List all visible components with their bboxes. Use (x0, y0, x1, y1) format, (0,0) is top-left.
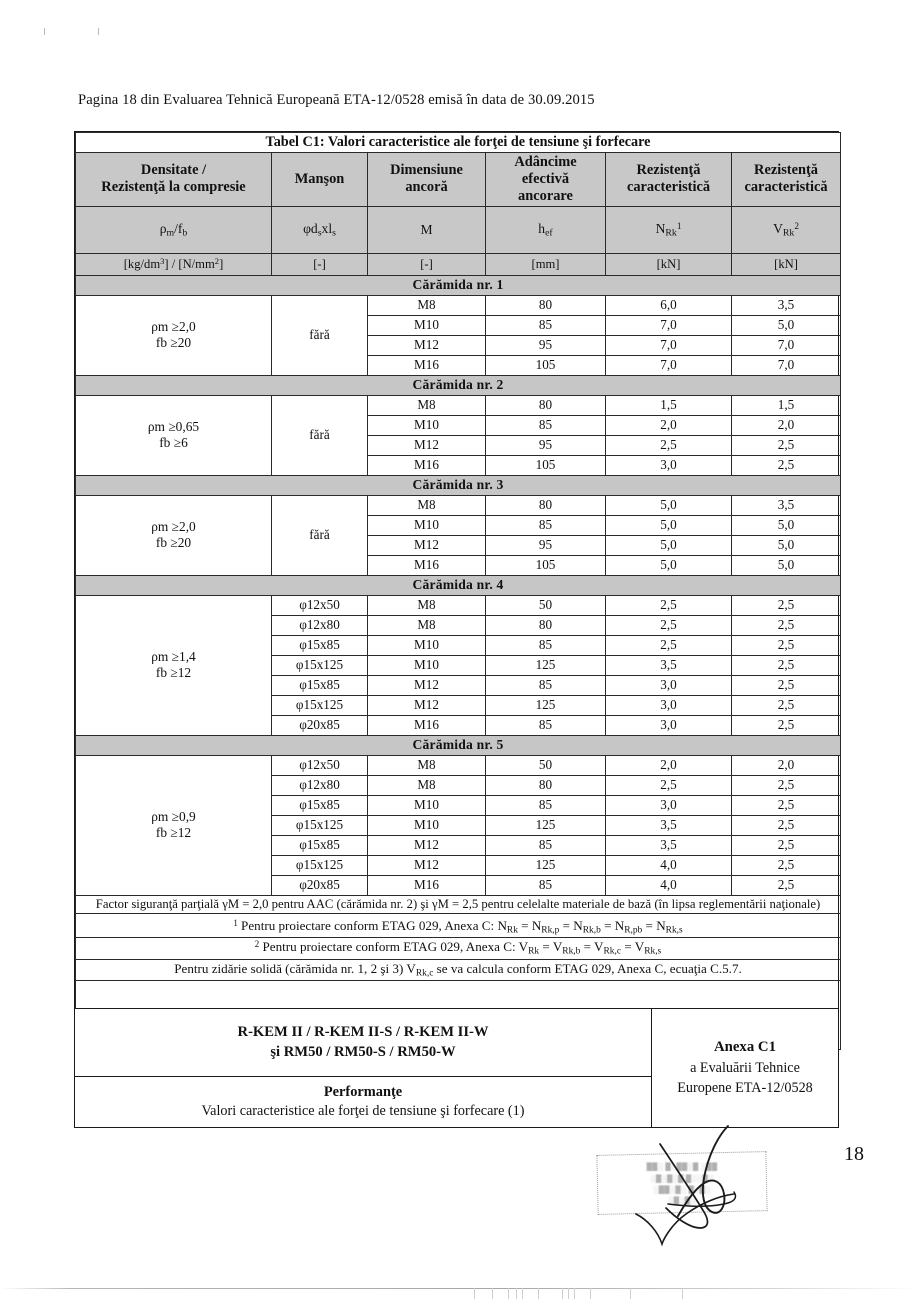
table-row (76, 595, 841, 615)
anchor-size-cell: M10 (368, 315, 486, 335)
vrk-cell: 2,5 (732, 815, 841, 835)
anchor-size-cell: M12 (368, 535, 486, 555)
sleeve-cell: φ12x50 (272, 595, 368, 615)
sleeve-cell: φ20x85 (272, 715, 368, 735)
nrk-cell: 5,0 (606, 495, 732, 515)
safety-note-row (76, 895, 841, 913)
hef-cell: 80 (486, 295, 606, 315)
nrk-cell: 3,0 (606, 715, 732, 735)
sleeve-cell: φ15x85 (272, 635, 368, 655)
vrk-cell: 2,5 (732, 855, 841, 875)
scan-edge-line (0, 1288, 920, 1289)
table-row (76, 295, 841, 315)
header-shear-resistance: Rezistenţă caracteristică (732, 152, 841, 206)
nrk-cell: 4,0 (606, 875, 732, 895)
vrk-cell: 3,5 (732, 495, 841, 515)
vrk-cell: 2,5 (732, 455, 841, 475)
performance-subtitle: Valori caracteristice ale forţei de tensiune şi forfecare (1) (201, 1103, 525, 1119)
hef-cell: 95 (486, 335, 606, 355)
annex-section (652, 1009, 838, 1127)
hef-cell: 85 (486, 875, 606, 895)
anchor-size-cell: M10 (368, 515, 486, 535)
nrk-cell: 2,5 (606, 635, 732, 655)
nrk-cell: 2,5 (606, 435, 732, 455)
anchor-size-cell: M12 (368, 335, 486, 355)
hef-cell: 85 (486, 795, 606, 815)
anchor-size-cell: M16 (368, 455, 486, 475)
vrk-cell: 5,0 (732, 315, 841, 335)
anchor-size-cell: M16 (368, 715, 486, 735)
footnote-1: $^1$ Pentru proiectare conform ETAG 029, Anexa C: $N_{Rk} = N_{Rk,p} = N_{Rk,b} = N_{R,pb} = N_{Rk,s}$ (76, 913, 841, 937)
hef-cell: 80 (486, 775, 606, 795)
unit-density: $[kg/dm^3] / [N/mm^2]$ (76, 253, 272, 275)
sleeve-cell: φ15x125 (272, 855, 368, 875)
header-tension-resistance: Rezistenţă caracteristică (606, 152, 732, 206)
vrk-cell: 2,5 (732, 795, 841, 815)
group-header-row (76, 475, 841, 495)
hef-cell: 85 (486, 715, 606, 735)
title-block-left (75, 1009, 652, 1127)
vrk-cell: 2,0 (732, 755, 841, 775)
nrk-cell: 3,0 (606, 795, 732, 815)
stamp-text-line-2: ░█░█░█ █░░█░ (650, 1174, 714, 1183)
hef-cell: 50 (486, 755, 606, 775)
nrk-cell: 7,0 (606, 335, 732, 355)
footnote-row-1 (76, 913, 841, 937)
vrk-cell: 2,5 (732, 875, 841, 895)
group-label: Cărămida nr. 3 (76, 475, 841, 495)
nrk-cell: 5,0 (606, 515, 732, 535)
stamp-text-line-1: ██░ █░██░█ ░██ (646, 1162, 718, 1171)
hef-cell: 85 (486, 515, 606, 535)
nrk-cell: 3,5 (606, 655, 732, 675)
density-cell: ρm ≥0,9 fb ≥12 (76, 755, 272, 895)
header-effective-depth: Adâncime efectivă ancorare (486, 152, 606, 206)
symbol-effective-depth: $h_{ef}$ (486, 206, 606, 253)
group-header-row (76, 375, 841, 395)
symbol-anchor-size: M (368, 206, 486, 253)
hef-cell: 105 (486, 355, 606, 375)
sleeve-cell: fără (272, 295, 368, 375)
performance-section (75, 1077, 651, 1127)
hef-cell: 105 (486, 455, 606, 475)
nrk-cell: 6,0 (606, 295, 732, 315)
header-sleeve: Manşon (272, 152, 368, 206)
group-header-row (76, 575, 841, 595)
safety-factor-note: Factor siguranţă parţială γM = 2,0 pentru AAC (cărămida nr. 2) şi γM = 2,5 pentru celelalte materiale de bază (în lipsa reglementării naţionale) (76, 895, 841, 913)
header-row-names (76, 152, 841, 206)
vrk-cell: 5,0 (732, 535, 841, 555)
anchor-size-cell: M8 (368, 615, 486, 635)
nrk-cell: 2,5 (606, 615, 732, 635)
vrk-cell: 5,0 (732, 515, 841, 535)
nrk-cell: 7,0 (606, 355, 732, 375)
nrk-cell: 2,5 (606, 595, 732, 615)
sleeve-cell: fără (272, 395, 368, 475)
vrk-cell: 2,5 (732, 655, 841, 675)
page-number: 18 (844, 1143, 864, 1165)
vrk-cell: 7,0 (732, 355, 841, 375)
hef-cell: 80 (486, 615, 606, 635)
annex-line-2: a Evaluării Tehnice (690, 1059, 800, 1076)
anchor-size-cell: M16 (368, 875, 486, 895)
unit-sleeve: [-] (272, 253, 368, 275)
nrk-cell: 3,0 (606, 675, 732, 695)
hef-cell: 95 (486, 535, 606, 555)
footnote-2: $^2$ Pentru proiectare conform ETAG 029, Anexa C: $V_{Rk} = V_{Rk,b} = V_{Rk,c} = V_{Rk,s}$ (76, 938, 841, 959)
group-label: Cărămida nr. 5 (76, 735, 841, 755)
table-c1 (75, 132, 841, 1050)
sleeve-cell: φ15x85 (272, 795, 368, 815)
unit-shear-resistance: [kN] (732, 253, 841, 275)
anchor-size-cell: M10 (368, 415, 486, 435)
performance-title: Performanţe (323, 1084, 403, 1100)
nrk-cell: 3,5 (606, 835, 732, 855)
footnote-row-2 (76, 938, 841, 959)
symbol-sleeve: $\varphi d_sxl_s$ (272, 206, 368, 253)
anchor-size-cell: M12 (368, 675, 486, 695)
symbol-shear-resistance: $V_{Rk}^2$ (732, 206, 841, 253)
anchor-size-cell: M12 (368, 835, 486, 855)
table-title-row (76, 133, 841, 153)
nrk-cell: 4,0 (606, 855, 732, 875)
scan-artifact-tick (44, 28, 45, 35)
vrk-cell: 2,5 (732, 775, 841, 795)
sleeve-cell: φ12x80 (272, 775, 368, 795)
vrk-cell: 2,5 (732, 635, 841, 655)
nrk-cell: 2,0 (606, 415, 732, 435)
hef-cell: 50 (486, 595, 606, 615)
unit-effective-depth: [mm] (486, 253, 606, 275)
table-body (76, 133, 841, 1050)
anchor-size-cell: M12 (368, 435, 486, 455)
symbol-density: $\rho_m/f_b$ (76, 206, 272, 253)
hef-cell: 85 (486, 315, 606, 335)
annex-title: Anexa C1 (713, 1039, 777, 1056)
vrk-cell: 2,5 (732, 595, 841, 615)
vrk-cell: 2,5 (732, 835, 841, 855)
group-header-row (76, 735, 841, 755)
hef-cell: 125 (486, 815, 606, 835)
title-block (74, 1008, 839, 1128)
nrk-cell: 1,5 (606, 395, 732, 415)
anchor-size-cell: M8 (368, 495, 486, 515)
scan-artifact-tick (98, 28, 99, 35)
vrk-cell: 5,0 (732, 555, 841, 575)
anchor-size-cell: M12 (368, 695, 486, 715)
header-row-units (76, 253, 841, 275)
nrk-cell: 3,0 (606, 695, 732, 715)
hef-cell: 80 (486, 395, 606, 415)
anchor-size-cell: M8 (368, 295, 486, 315)
anchor-size-cell: M8 (368, 395, 486, 415)
nrk-cell: 2,0 (606, 755, 732, 775)
anchor-size-cell: M10 (368, 795, 486, 815)
stamp-text-line-4: ░█░█░ (668, 1196, 696, 1205)
hef-cell: 85 (486, 835, 606, 855)
hef-cell: 85 (486, 675, 606, 695)
vrk-cell: 7,0 (732, 335, 841, 355)
table-title: Tabel C1: Valori caracteristice ale forţei de tensiune şi forfecare (76, 133, 841, 153)
stamp-text-line-3: ░██░█░ █░█░ (653, 1185, 711, 1194)
unit-anchor-size: [-] (368, 253, 486, 275)
header-row-symbols (76, 206, 841, 253)
symbol-tension-resistance: $N_{Rk}^1$ (606, 206, 732, 253)
group-label: Cărămida nr. 1 (76, 275, 841, 295)
scan-bottom-artifacts (470, 1288, 700, 1299)
nrk-cell: 5,0 (606, 535, 732, 555)
sleeve-cell: φ20x85 (272, 875, 368, 895)
hef-cell: 95 (486, 435, 606, 455)
table-c1-container (74, 131, 839, 1051)
vrk-cell: 1,5 (732, 395, 841, 415)
header-density: Densitate / Rezistenţă la compresie (76, 152, 272, 206)
sleeve-cell: φ12x80 (272, 615, 368, 635)
anchor-size-cell: M8 (368, 595, 486, 615)
vrk-cell: 2,5 (732, 695, 841, 715)
sleeve-cell: φ12x50 (272, 755, 368, 775)
anchor-size-cell: M16 (368, 355, 486, 375)
handwritten-signature (600, 1120, 780, 1250)
sleeve-cell: φ15x125 (272, 815, 368, 835)
hef-cell: 125 (486, 855, 606, 875)
table-row (76, 495, 841, 515)
nrk-cell: 2,5 (606, 775, 732, 795)
group-label: Cărămida nr. 2 (76, 375, 841, 395)
density-cell: ρm ≥0,65 fb ≥6 (76, 395, 272, 475)
sleeve-cell: φ15x125 (272, 695, 368, 715)
header-anchor-size: Dimensiune ancoră (368, 152, 486, 206)
table-row (76, 395, 841, 415)
unit-tension-resistance: [kN] (606, 253, 732, 275)
group-header-row (76, 275, 841, 295)
footnote-3: Pentru zidărie solidă (cărămida nr. 1, 2 şi 3) $V_{Rk,c}$ se va calcula conform ETAG 029, Anexa C, ecuaţia C.5.7. (76, 959, 841, 980)
nrk-cell: 5,0 (606, 555, 732, 575)
sleeve-cell: φ15x85 (272, 675, 368, 695)
anchor-size-cell: M8 (368, 775, 486, 795)
vrk-cell: 2,5 (732, 435, 841, 455)
product-names (75, 1009, 651, 1077)
density-cell: ρm ≥1,4 fb ≥12 (76, 595, 272, 735)
anchor-size-cell: M10 (368, 635, 486, 655)
hef-cell: 125 (486, 655, 606, 675)
sleeve-cell: fără (272, 495, 368, 575)
vrk-cell: 2,5 (732, 715, 841, 735)
density-cell: ρm ≥2,0 fb ≥20 (76, 495, 272, 575)
sleeve-cell: φ15x85 (272, 835, 368, 855)
sleeve-cell: φ15x125 (272, 655, 368, 675)
anchor-size-cell: M12 (368, 855, 486, 875)
density-cell: ρm ≥2,0 fb ≥20 (76, 295, 272, 375)
hef-cell: 125 (486, 695, 606, 715)
hef-cell: 105 (486, 555, 606, 575)
nrk-cell: 3,0 (606, 455, 732, 475)
footnote-row-3 (76, 959, 841, 980)
vrk-cell: 3,5 (732, 295, 841, 315)
nrk-cell: 7,0 (606, 315, 732, 335)
anchor-size-cell: M16 (368, 555, 486, 575)
product-line-2: şi RM50 / RM50-S / RM50-W (270, 1043, 456, 1060)
hef-cell: 80 (486, 495, 606, 515)
anchor-size-cell: M10 (368, 815, 486, 835)
annex-line-3: Europene ETA-12/0528 (677, 1079, 813, 1096)
anchor-size-cell: M8 (368, 755, 486, 775)
hef-cell: 85 (486, 635, 606, 655)
anchor-size-cell: M10 (368, 655, 486, 675)
product-line-1: R-KEM II / R-KEM II-S / R-KEM II-W (237, 1023, 489, 1040)
vrk-cell: 2,5 (732, 615, 841, 635)
table-row (76, 755, 841, 775)
nrk-cell: 3,5 (606, 815, 732, 835)
page-header-line: Pagina 18 din Evaluarea Tehnică Europeană ETA-12/0528 emisă în data de 30.09.2015 (78, 92, 595, 108)
vrk-cell: 2,5 (732, 675, 841, 695)
hef-cell: 85 (486, 415, 606, 435)
vrk-cell: 2,0 (732, 415, 841, 435)
group-label: Cărămida nr. 4 (76, 575, 841, 595)
